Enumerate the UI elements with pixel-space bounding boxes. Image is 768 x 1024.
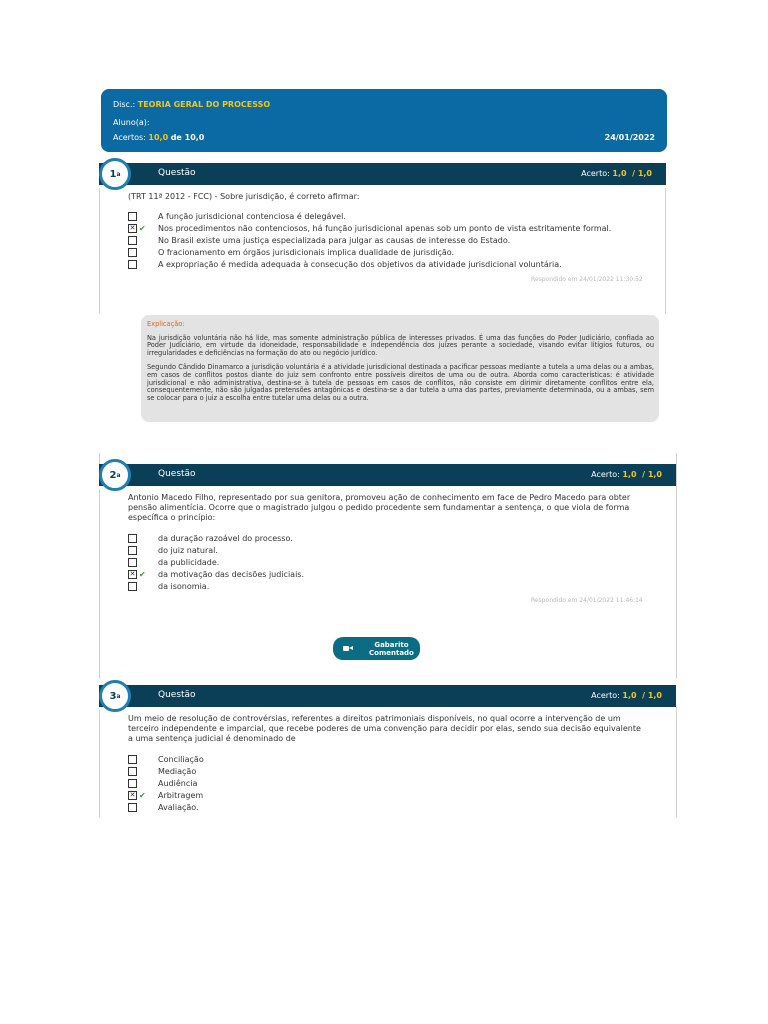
question-1-right-border: [665, 188, 666, 314]
checkbox[interactable]: [128, 546, 137, 555]
question-3-acerto: [591, 691, 662, 700]
checkbox[interactable]: [128, 260, 137, 269]
question-1-ordinal: a: [116, 170, 121, 178]
question-2-acerto: [591, 470, 662, 479]
score-value: 10,0: [148, 133, 169, 142]
checkbox[interactable]: [128, 767, 137, 776]
student-label: Aluno(a):: [113, 118, 150, 127]
question-3-acerto-label: Acerto:: [591, 691, 620, 700]
question-3-left-border: [99, 710, 100, 818]
option-row[interactable]: [128, 753, 204, 765]
option-row[interactable]: [128, 259, 611, 271]
option-row[interactable]: [128, 532, 304, 544]
option-row[interactable]: [128, 556, 304, 568]
question-3-number-badge: [99, 680, 131, 712]
checkbox[interactable]: [128, 236, 137, 245]
gabarito-button-line1: Gabarito: [374, 640, 409, 649]
option-row[interactable]: [128, 247, 611, 259]
question-1-answered-time: Respondido em 24/01/2022 11:30:52: [531, 276, 643, 283]
checked-checkbox[interactable]: ✕: [129, 570, 136, 579]
option-label: da publicidade.: [158, 557, 220, 567]
question-1-text: (TRT 11ª 2012 - FCC) - Sobre jurisdição, é correto afirmar:: [128, 192, 360, 201]
question-2-answered-time: Respondido em 24/01/2022 11:46:14: [531, 597, 643, 604]
option-label: No Brasil existe uma justiça especializada para julgar as causas de interesse do Estado.: [158, 235, 511, 245]
checkbox[interactable]: [128, 582, 137, 591]
question-3-header: [99, 685, 676, 707]
checkbox[interactable]: [128, 212, 137, 221]
score-row: [113, 133, 204, 142]
student-row: [113, 118, 150, 127]
option-row[interactable]: [128, 222, 611, 234]
option-row[interactable]: [128, 581, 304, 593]
option-label: da isonomia.: [158, 582, 210, 592]
question-2-text: Antonio Macedo Filho, representado por sua genitora, promoveu ação de conhecimento em face de Pedro Macedo para obter pensão alimentícia. Ocorre que o magistrado julgou o pedido procedente sem fundamentar a sentença, o que viola de forma específica o princípio:: [128, 493, 631, 522]
checked-checkbox[interactable]: ✕: [129, 223, 136, 232]
checkbox[interactable]: [128, 534, 137, 543]
option-label: A função jurisdicional contenciosa é delegável.: [158, 211, 346, 221]
correct-check-icon: ✔: [139, 223, 146, 233]
question-3-right-border: [676, 707, 677, 818]
question-2-title: Questão: [158, 469, 196, 479]
question-1-number: 1: [109, 168, 117, 180]
exam-date: 24/01/2022: [604, 133, 655, 142]
option-label: da duração razoável do processo.: [158, 533, 293, 543]
option-row[interactable]: [128, 777, 204, 789]
option-row[interactable]: [128, 765, 204, 777]
question-3-text: Um meio de resolução de controvérsias, referentes a direitos patrimoniais disponíveis, no qual ocorre a intervenção de um terceiro independente e imparcial, que recebe poderes de uma convenção para decidir por elas, sendo sua decisão equivalente a uma sentença judicial é denominado de: [128, 714, 641, 743]
question-3-number: 3: [109, 690, 117, 702]
checkbox[interactable]: [128, 558, 137, 567]
option-label: da motivação das decisões judiciais.: [158, 570, 305, 580]
option-row[interactable]: [128, 790, 204, 802]
checkbox[interactable]: [128, 248, 137, 257]
option-label: A expropriação é medida adequada à consecução dos objetivos da atividade jurisdicional voluntária.: [158, 260, 562, 270]
correct-check-icon: ✔: [139, 570, 146, 580]
explanation-box: [141, 315, 659, 422]
question-1-number-badge: [99, 158, 131, 190]
option-label: do juiz natural.: [158, 545, 218, 555]
question-3-options: [128, 753, 204, 814]
question-1-title: Questão: [158, 168, 196, 178]
video-camera-icon: [343, 645, 353, 652]
option-row[interactable]: [128, 544, 304, 556]
correct-check-icon: ✔: [139, 791, 146, 801]
question-2-right-border: [676, 453, 677, 679]
explanation-paragraph-1: Na jurisdição voluntária não há lide, mas somente administração pública de interesses privados. É uma das funções do Poder Judiciário, confiada ao Poder Judiciário, em virtude da idoneidade, responsabilidade e independência dos juízes perante a sociedade, visando evitar litígios futuros, ou irregularidades e deficiências na formação do ato ou negócio jurídico.: [147, 333, 654, 357]
option-label: Nos procedimentos não contenciosos, há função jurisdicional apenas sob um ponto de vista estritamente formal.: [158, 223, 612, 233]
question-2-acerto-label: Acerto:: [591, 470, 620, 479]
question-1-left-border: [99, 188, 100, 314]
question-2-header: [99, 464, 676, 486]
option-label: Avaliação.: [158, 803, 199, 813]
question-1-acerto-label: Acerto:: [581, 169, 610, 178]
question-2-number-badge: [99, 459, 131, 491]
question-1-options: [128, 210, 611, 271]
option-label: Arbitragem: [158, 791, 204, 801]
discipline-value: TEORIA GERAL DO PROCESSO: [137, 100, 271, 109]
option-row[interactable]: [128, 802, 204, 814]
option-label: Mediação: [158, 766, 197, 776]
question-3-ordinal: a: [116, 692, 121, 700]
discipline-row: [113, 100, 270, 109]
gabarito-button-line2: Comentado: [369, 648, 414, 657]
question-1-acerto: [581, 169, 652, 178]
exam-header: [101, 89, 667, 152]
option-row[interactable]: [128, 234, 611, 246]
discipline-label: Disc.:: [113, 100, 136, 109]
checkbox[interactable]: [128, 755, 137, 764]
question-2-acerto-value: 1,0 / 1,0: [622, 470, 662, 479]
checkbox[interactable]: [128, 803, 137, 812]
option-label: Conciliação: [158, 754, 204, 764]
question-3-acerto-value: 1,0 / 1,0: [622, 691, 662, 700]
question-2-options: [128, 532, 304, 593]
option-row[interactable]: [128, 569, 304, 581]
checked-checkbox[interactable]: ✕: [129, 791, 136, 800]
question-2-ordinal: a: [116, 471, 121, 479]
option-label: Audiência: [158, 778, 198, 788]
explanation-paragraph-2: Segundo Cândido Dinamarco a jurisdição voluntária é a atividade jurisdicional destinada a pacificar pessoas mediante a tutela a uma delas ou a ambas, em casos de conflitos postos diante do juiz sem confronto entre possíveis direitos de uma ou de outra. Aborda como características: é atividade jurisdicional e não administrativa, destina-se à tutela de pessoas em casos de conflitos, não consiste em dirimir diretamente conflitos entre ela, consequentemente, não são julgadas pretensões antagônicas e destina-se a dar tutela a uma das partes, previamente determinada, ou a ambas, sem se colocar para o juiz a escolha entre tutelar uma delas ou a outra.: [147, 363, 654, 402]
option-row[interactable]: [128, 210, 611, 222]
checkbox[interactable]: [128, 779, 137, 788]
explanation-title: Explicação:: [147, 320, 185, 328]
option-label: O fracionamento em órgãos jurisdicionais implica dualidade de jurisdição.: [158, 248, 455, 258]
score-total: de 10,0: [170, 133, 205, 142]
question-2-number: 2: [109, 469, 117, 481]
gabarito-button-label: [369, 641, 414, 657]
gabarito-comentado-button[interactable]: [333, 637, 420, 660]
question-1-header: [99, 163, 666, 185]
question-1-acerto-value: 1,0 / 1,0: [612, 169, 652, 178]
question-3-title: Questão: [158, 690, 196, 700]
question-2-left-border: [99, 489, 100, 679]
score-label: Acertos:: [113, 133, 146, 142]
